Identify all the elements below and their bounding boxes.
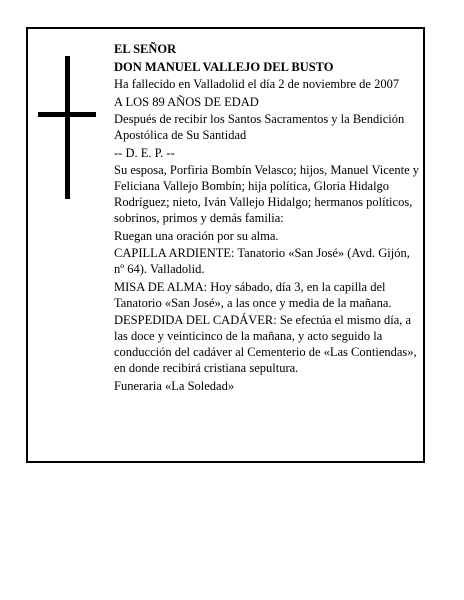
- prayer-request: Ruegan una oración por su alma.: [114, 228, 279, 243]
- cross-horizontal-bar: [38, 112, 96, 117]
- family-list: Su esposa, Porfiria Bombín Velasco; hijos, Manuel Vicente y Feliciana Vallejo Bombín; hija política, Gloria Hidalgo Rodríguez; nieto, Iván Vallejo Hidalgo; hermanos políticos, sobrinos, primos y demás familia:: [114, 163, 419, 225]
- obituary-notice: [26, 27, 425, 463]
- cross-icon: [38, 56, 96, 199]
- cross-vertical-bar: [65, 56, 70, 199]
- deceased-name: DON MANUEL VALLEJO DEL BUSTO: [114, 59, 334, 74]
- mass-info: MISA DE ALMA: Hoy sábado, día 3, en la capilla del Tanatorio «San José», a las once y media de la mañana.: [114, 279, 392, 310]
- funeral-home: Funeraria «La Soledad»: [114, 378, 235, 393]
- age-statement: A LOS 89 AÑOS DE EDAD: [114, 94, 259, 109]
- rip-line: -- D. E. P. --: [114, 145, 175, 160]
- farewell-info: DESPEDIDA DEL CADÁVER: Se efectúa el mismo día, a las doce y veinticinco de la mañana, y acto seguido la conducción del cadáver al Cementerio de «Las Contiendas», en donde recibirá cristiana sepultura.: [114, 313, 417, 375]
- death-statement: Ha fallecido en Valladolid el día 2 de noviembre de 2007: [114, 77, 400, 91]
- sacraments-statement: Después de recibir los Santos Sacramentos y la Bendición Apostólica de Su Santidad: [114, 112, 405, 142]
- notice-title: EL SEÑOR: [114, 42, 177, 56]
- chapel-info: CAPILLA ARDIENTE: Tanatorio «San José» (Avd. Gijón, nº 64). Valladolid.: [114, 246, 410, 276]
- notice-text: [114, 41, 422, 395]
